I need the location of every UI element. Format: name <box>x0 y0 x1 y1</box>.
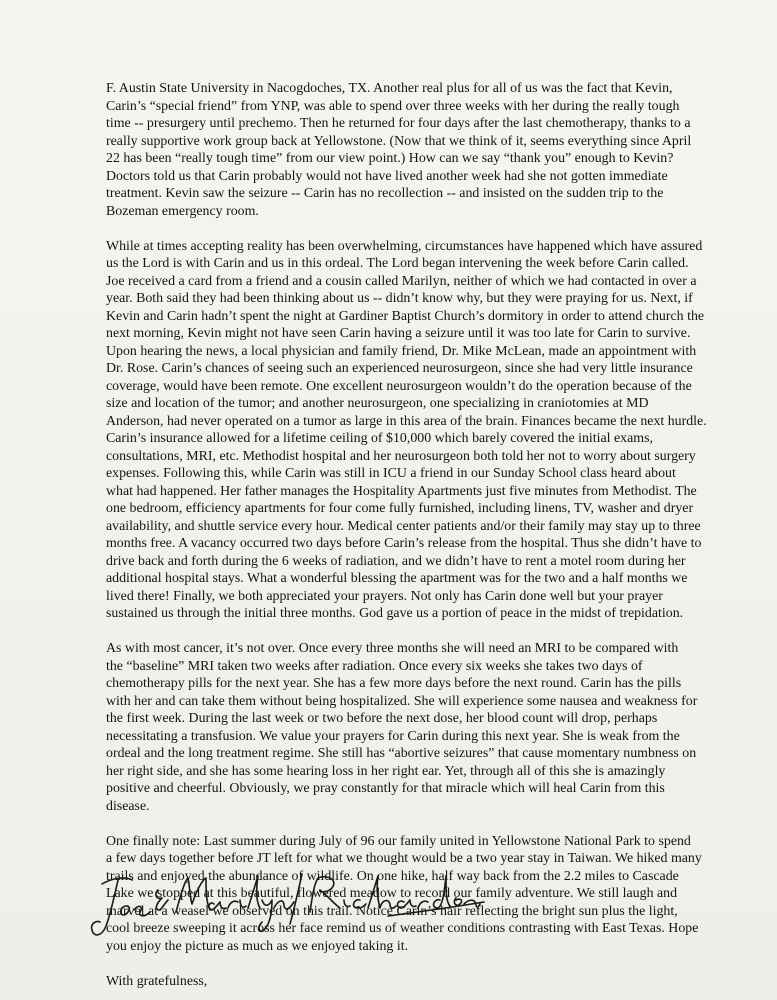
letter-line: 22 has been “really tough time” from our view point.) How can we say “thank you” enough to Kevin? <box>106 151 674 166</box>
letter-line: what had happened. Her father manages the Hospitality Apartments just five minutes from Methodist. The <box>106 483 697 499</box>
letter-line: drive back and forth during the 6 weeks of radiation, and we didn’t have to rent a motel room during her <box>106 553 686 569</box>
letter-line: chemotherapy pills for the next year. She has a few more days before the next round. Carin has the pills <box>106 676 682 691</box>
letter-line: Doctors told us that Carin probably would not have lived another week had she not gotten immediate <box>106 168 668 184</box>
letter-line: coverage, would have been remote. One excellent neurosurgeon wouldn’t do the operation because of the <box>106 378 692 394</box>
letter-line: Anderson, had never operated on a tumor as large in this area of the brain. Finances became the next hurdle. <box>106 413 707 429</box>
letter-line: expenses. Following this, while Carin was still in ICU a friend in our Sunday School class heard about <box>106 466 676 481</box>
letter-line: with her and can take them without being hospitalized. She will experience some nausea and weakness for <box>106 693 698 709</box>
letter-line: year. Both said they had been thinking about us -- didn’t know why, but they were praying for us. Next, if <box>106 291 693 306</box>
letter-line: Bozeman emergency room. <box>106 203 259 219</box>
letter-line: positive and cheerful. Obviously, we pray constantly for that miracle which will heal Carin from this <box>106 781 665 796</box>
letter-line: Lake we stopped at this beautiful, flowered meadow to record our family adventure. We still laugh and <box>106 886 678 901</box>
letter-line: time -- presurgery until prechemo. Then he returned for four days after the last chemotherapy, thanks to a <box>106 116 691 131</box>
letter-line: months free. A vacancy occurred two days before Carin’s release from the hospital. Thus she didn’t have to <box>106 536 702 551</box>
letter-paragraph <box>106 640 708 815</box>
letter-line: trails and enjoyed the abundance of wildlife. On one hike, half way back from the 2.2 miles to Cascade <box>106 868 679 884</box>
letter-line: Carin’s insurance allowed for a lifetime ceiling of $10,000 which barely covered the initial exams, <box>106 431 653 446</box>
letter-line: us the Lord is with Carin and us in this ordeal. The Lord began intervening the week before Carin called. <box>106 256 689 271</box>
letter-line: additional hospital stays. What a wonderful blessing the apartment was for the two and a half months we <box>106 571 688 586</box>
letter-line: As with most cancer, it’s not over. Once every three months she will need an MRI to be compared with <box>106 641 679 656</box>
letter-line: F. Austin State University in Nacogdoches, TX. Another real plus for all of us was the fact that Kevin, <box>106 81 673 96</box>
letter-line: cool breeze sweeping it across her face remind us of weather conditions contrasting with East Texas. Hope <box>106 921 699 936</box>
letter-body <box>106 80 708 990</box>
letter-line: Dr. Rose. Carin’s chances of seeing such an experienced neurosurgeon, since she had very little insurance <box>106 361 693 376</box>
handwritten-signature <box>88 868 488 948</box>
letter-paragraph <box>106 238 708 623</box>
letter-line: While at times accepting reality has been overwhelming, circumstances have happened which have assured <box>106 238 703 254</box>
letter-line: Upon hearing the news, a local physician and family friend, Dr. Mike McLean, made an appointment with <box>106 343 697 359</box>
letter-line: size and location of the tumor; and another neurosurgeon, one specializing in craniotomies at MD <box>106 396 649 411</box>
letter-line: lived there! Finally, we both appreciated your prayers. Not only has Carin done well but your prayer <box>106 588 663 604</box>
letter-line: treatment. Kevin saw the seizure -- Carin has no recollection -- and insisted on the sudden trip to the <box>106 186 664 201</box>
letter-line: One finally note: Last summer during July of 96 our family united in Yellowstone National Park to spend <box>106 833 691 849</box>
letter-line: Kevin and Carin hadn’t spent the night at Gardiner Baptist Church’s dormitory in order to attend church the <box>106 308 705 324</box>
letter-line: Carin’s “special friend” from YNP, was able to spend over three weeks with her during the really tough <box>106 98 680 114</box>
letter-line: her right side, and she has some hearing loss in her right ear. Yet, through all of this she is amazingly <box>106 763 666 779</box>
letter-line: next morning, Kevin might not have seen Carin having a seizure until it was too late for Carin to survive. <box>106 326 691 341</box>
closing-salutation: With gratefulness, <box>106 973 208 989</box>
letter-line: Joe received a card from a friend and a cousin called Marilyn, neither of which we had contacted in over a <box>106 273 697 289</box>
letter-line: sustained us through the initial three months. God gave us a portion of peace in the midst of trepidation. <box>106 606 684 621</box>
letter-line: ordeal and the long treatment regime. She still has “abortive seizures” that cause momentary numbness on <box>106 746 697 761</box>
letter-line: necessitating a transfusion. We value your prayers for Carin during this next year. She is weak from the <box>106 728 680 744</box>
letter-line: consultations, MRI, etc. Methodist hospital and her neurosurgeon both told her not to worry about surgery <box>106 448 696 464</box>
letter-line: marvel at a weasel we observed on this trail. Notice Carin’s hair reflecting the bright sun plus the light, <box>106 903 678 919</box>
letter-line: disease. <box>106 798 150 814</box>
letter-line: a few days together before JT left for what we thought would be a two year stay in Taiwan. We hiked many <box>106 851 702 866</box>
letter-line: you enjoy the picture as much as we enjoyed taking it. <box>106 938 409 954</box>
letter-paragraph <box>106 80 708 220</box>
letter-line: availability, and shuttle service every hour. Medical center patients and/or their family may stay up to three <box>106 518 701 534</box>
signature-drawing <box>88 868 488 948</box>
letter-line: the first week. During the last week or two before the next dose, her blood count will drop, perhaps <box>106 711 658 726</box>
letter-line: one bedroom, efficiency apartments for four come fully furnished, including linens, TV, washer and dryer <box>106 501 694 516</box>
letter-line: really supportive work group back at Yellowstone. (Now that we think of it, seems everything since April <box>106 133 692 149</box>
letter-line: the “baseline” MRI taken two weeks after radiation. Once every six weeks she takes two days of <box>106 658 643 674</box>
